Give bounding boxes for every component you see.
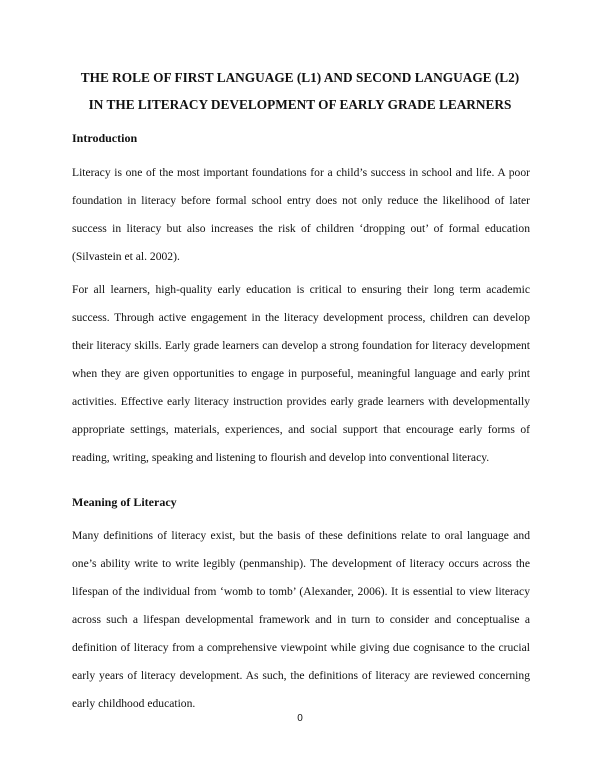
text-line: one’s ability write to write legibly (penmanship). The development of literacy occurs across the [72, 557, 530, 570]
section-heading-introduction: Introduction [72, 131, 138, 145]
text-line: their literacy skills. Early grade learners can develop a strong foundation for literacy development [72, 339, 530, 352]
text-line: early childhood education. [72, 697, 196, 710]
paragraph-intro-1 [72, 159, 530, 271]
text-line: foundation in literacy before formal school entry does not only reduce the likelihood of later [72, 194, 530, 207]
text-line: Literacy is one of the most important foundations for a child’s success in school and life. A poor [72, 166, 530, 179]
text-line: (Silvastein et al. 2002). [72, 250, 180, 263]
paragraph-intro-2 [72, 276, 530, 472]
text-line: when they are given opportunities to engage in purposeful, meaningful language and early print [72, 367, 530, 380]
title-line-2: IN THE LITERACY DEVELOPMENT OF EARLY GRADE LEARNERS [88, 97, 512, 112]
text-line: appropriate settings, materials, experiences, and social support that encourage early forms of [72, 423, 530, 436]
title-line-1: THE ROLE OF FIRST LANGUAGE (L1) AND SECOND LANGUAGE (L2) [80, 70, 520, 85]
text-line: early years of literacy development. As such, the definitions of literacy are reviewed concerning [72, 669, 530, 682]
text-line: For all learners, high-quality early education is critical to ensuring their long term academic [72, 283, 530, 296]
document-title [40, 64, 560, 118]
paragraph-meaning-1 [72, 522, 530, 718]
text-line: reading, writing, speaking and listening to flourish and develop into conventional literacy. [72, 451, 490, 464]
text-line: success. Through active engagement in the literacy development process, children can develop [72, 311, 530, 324]
section-heading-meaning-of-literacy: Meaning of Literacy [72, 495, 177, 509]
text-line: across such a lifespan developmental framework and in turn to consider and conceptualise a [72, 613, 530, 626]
page-number: 0 [297, 713, 303, 724]
text-line: lifespan of the individual from ‘womb to tomb’ (Alexander, 2006). It is essential to view literacy [72, 585, 530, 598]
text-line: success in literacy but also increases the risk of children ‘dropping out’ of formal education [72, 222, 530, 235]
text-line: activities. Effective early literacy instruction provides early grade learners with developmentally [72, 395, 530, 408]
text-line: definition of literacy from a comprehensive viewpoint while giving due cognisance to the crucial [72, 641, 530, 654]
text-line: Many definitions of literacy exist, but the basis of these definitions relate to oral language and [72, 529, 530, 542]
